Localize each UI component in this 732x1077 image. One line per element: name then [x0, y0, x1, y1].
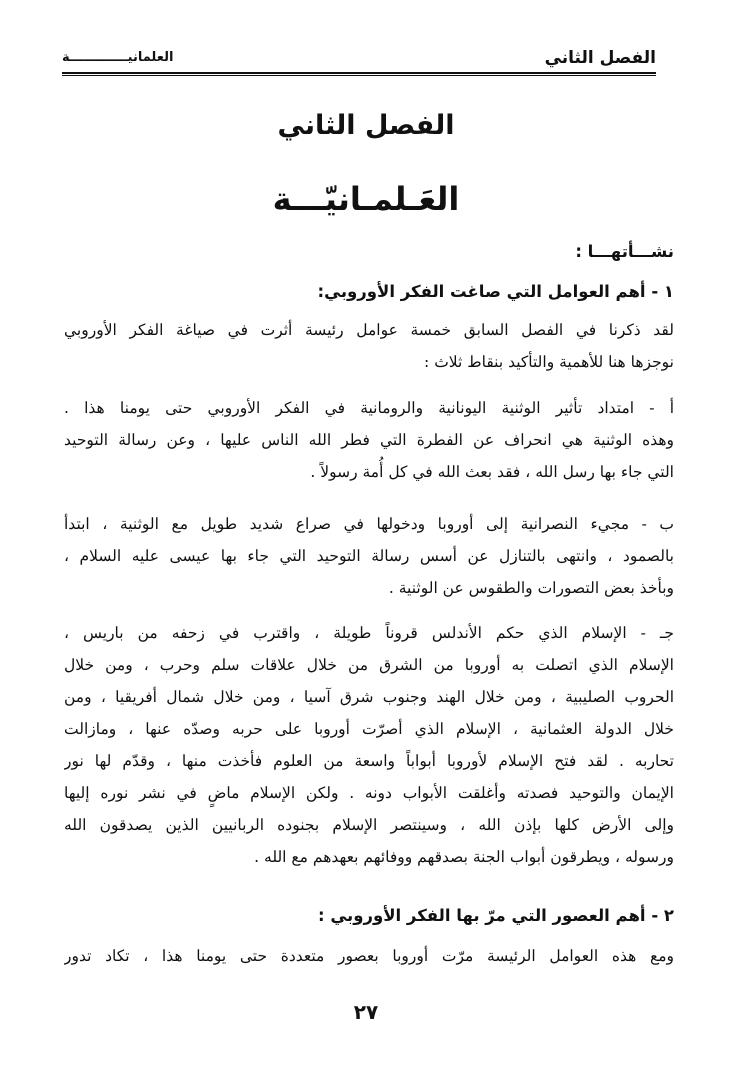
- intro-paragraph: [64, 314, 674, 378]
- text-line: التي جاء بها رسل الله ، فقد بعث الله في كل أُمة رسولاً .: [310, 463, 674, 481]
- text-line: وبأخذ بعض التصورات والطقوس عن الوثنية .: [388, 579, 674, 597]
- running-header: [62, 44, 656, 74]
- section-heading: نشـــأتهـــا :: [575, 242, 674, 261]
- main-title: العَـلمـانيّـــة: [272, 180, 460, 218]
- text-line: الإيمان والتوحيد فصدته وأغلقت الأبواب دونه . ولكن الإسلام ماضٍ في نشر نوره إليها: [64, 784, 674, 802]
- text-line: ومع هذه العوامل الرئيسة مرّت أوروبا بعصور متعددة حتى يومنا هذا ، تكاد تدور: [64, 947, 674, 965]
- text-line: ب - مجيء النصرانية إلى أوروبا ودخولها في صراع شديد طويل مع الوثنية ، ابتدأ: [64, 515, 674, 533]
- text-line: جـ - الإسلام الذي حكم الأندلس قروناً طويلة ، واقترب في زحفه من باريس ،: [64, 624, 674, 642]
- header-book-label: العلمانيـــــــــــــة: [62, 50, 174, 65]
- page-number: ٢٧: [353, 1000, 379, 1024]
- point-b-paragraph: [64, 508, 674, 604]
- point-c-paragraph: [64, 617, 674, 873]
- header-rule: [62, 72, 656, 74]
- point-a-paragraph: [64, 392, 674, 488]
- text-line: تحاربه . لقد فتح الإسلام لأوروبا أبواباً واسعة من العلوم فأخذت منها ، وقدّم لها نور: [64, 752, 674, 770]
- text-line: الإسلام الذي اتصلت به أوروبا من الشرق من خلال علاقات سلم وحرب ، ومن خلال: [64, 656, 674, 674]
- subheading-factors: ١ - أهم العوامل التي صاغت الفكر الأوروبي:: [317, 282, 674, 301]
- text-line: لقد ذكرنا في الفصل السابق خمسة عوامل رئيسة أثرت في صياغة الفكر الأوروبي: [64, 321, 674, 339]
- text-line: وإلى الأرض كلها بإذن الله ، وسينتصر الإسلام بجنوده الربانيين الذين يصدقون الله: [64, 816, 674, 834]
- text-line: ورسوله ، ويطرقون أبواب الجنة بصدقهم ووفائهم بعهدهم مع الله .: [254, 848, 674, 866]
- text-line: وهذه الوثنية هي انحراف عن الفطرة التي فطر الله الناس عليها ، وعن رسالة التوحيد: [64, 431, 674, 449]
- closing-paragraph: [64, 940, 674, 972]
- text-line: خلال الدولة العثمانية ، الإسلام الذي أصرّت أوروبا على حربه وصدّه عنها ، ومازالت: [64, 720, 674, 738]
- header-rule-thin: [62, 75, 656, 76]
- text-line: الحروب الصليبية ، ومن خلال الهند وجنوب شرق آسيا ، ومن خلال شمال أفريقيا ، ومن: [64, 688, 674, 706]
- text-line: نوجزها هنا للأهمية والتأكيد بنقاط ثلاث :: [424, 353, 674, 371]
- chapter-title: الفصل الثاني: [277, 110, 455, 141]
- text-line: أ - امتداد تأثير الوثنية اليونانية والرومانية في الفكر الأوروبي حتى يومنا هذا .: [64, 399, 674, 417]
- text-line: بالصمود ، وانتهى بالتنازل عن أسس رسالة التوحيد التي جاء بها عيسى عليه السلام ،: [64, 547, 674, 565]
- header-chapter-label: الفصل الثاني: [544, 48, 656, 68]
- subheading-eras: ٢ - أهم العصور التي مرّ بها الفكر الأوروبي :: [318, 906, 674, 925]
